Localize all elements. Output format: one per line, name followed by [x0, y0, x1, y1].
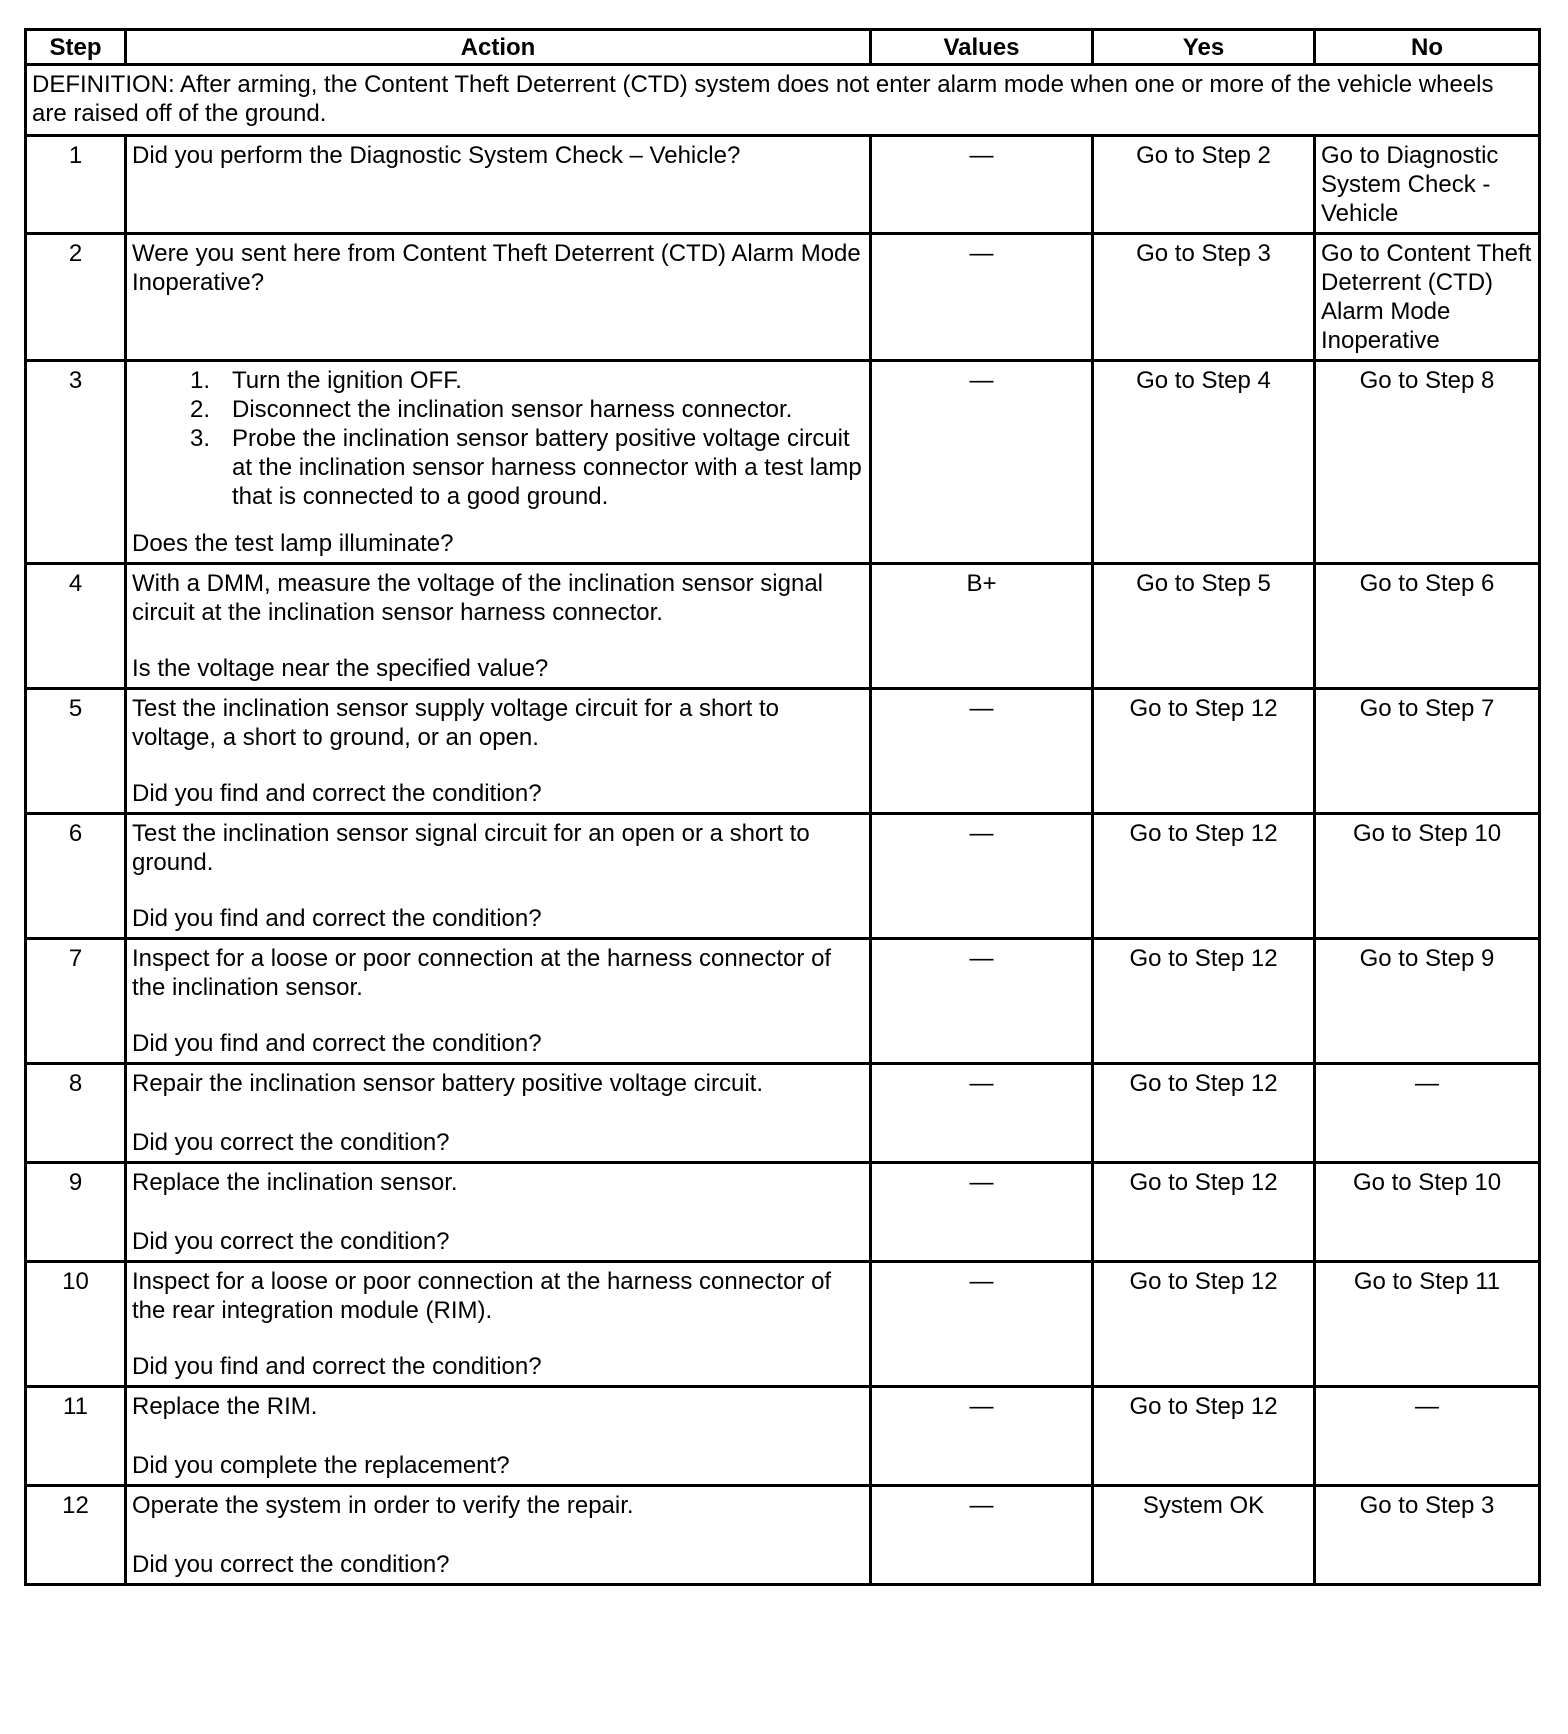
- value-cell: —: [871, 689, 1093, 814]
- action-text: Operate the system in order to verify the repair.: [132, 1492, 634, 1519]
- value-cell: —: [871, 1486, 1093, 1585]
- step-number: 8: [26, 1064, 126, 1163]
- yes-link[interactable]: Go to Step 12: [1093, 814, 1315, 939]
- action-text: Test the inclination sensor supply voltage circuit for a short to voltage, a short to ground, or an open.: [132, 695, 779, 751]
- no-link[interactable]: Go to Step 10: [1315, 814, 1540, 939]
- table-row: [26, 136, 1540, 234]
- yes-link[interactable]: Go to Step 12: [1093, 1387, 1315, 1486]
- step-number: 10: [26, 1262, 126, 1387]
- table-row: [26, 1387, 1540, 1486]
- action-cell: [126, 1486, 871, 1585]
- value-cell: —: [871, 1064, 1093, 1163]
- action-question: Did you correct the condition?: [132, 1228, 450, 1255]
- no-link[interactable]: Go to Step 6: [1315, 564, 1540, 689]
- no-link[interactable]: Go to Step 11: [1315, 1262, 1540, 1387]
- step-number: 6: [26, 814, 126, 939]
- action-question: Did you find and correct the condition?: [132, 1030, 542, 1057]
- no-link[interactable]: Go to Step 9: [1315, 939, 1540, 1064]
- step-number: 1: [26, 136, 126, 234]
- yes-link[interactable]: Go to Step 4: [1093, 361, 1315, 564]
- yes-link[interactable]: Go to Step 12: [1093, 1163, 1315, 1262]
- step-number: 2: [26, 234, 126, 361]
- value-cell: —: [871, 136, 1093, 234]
- action-question: Did you correct the condition?: [132, 1551, 450, 1578]
- action-text: With a DMM, measure the voltage of the inclination sensor signal circuit at the inclination sensor harness connector.: [132, 570, 823, 626]
- no-link[interactable]: Go to Step 10: [1315, 1163, 1540, 1262]
- action-text: Test the inclination sensor signal circuit for an open or a short to ground.: [132, 820, 810, 876]
- table-row: [26, 689, 1540, 814]
- no-value: —: [1315, 1387, 1540, 1486]
- step-number: 5: [26, 689, 126, 814]
- action-cell: [126, 1163, 871, 1262]
- action-question: Did you find and correct the condition?: [132, 905, 542, 932]
- no-link[interactable]: Go to Content Theft Deterrent (CTD) Alarm Mode Inoperative: [1315, 234, 1540, 361]
- header-action: Action: [126, 30, 871, 65]
- action-question: Did you complete the replacement?: [132, 1452, 510, 1479]
- table-row: [26, 1064, 1540, 1163]
- action-text: Replace the inclination sensor.: [132, 1169, 458, 1196]
- value-cell: —: [871, 939, 1093, 1064]
- no-value: —: [1315, 1064, 1540, 1163]
- action-question: Did you find and correct the condition?: [132, 780, 542, 807]
- step-number: 4: [26, 564, 126, 689]
- yes-link[interactable]: Go to Step 12: [1093, 689, 1315, 814]
- step-number: 11: [26, 1387, 126, 1486]
- header-no: No: [1315, 30, 1540, 65]
- value-cell: —: [871, 1262, 1093, 1387]
- header-row: [26, 30, 1540, 65]
- yes-link[interactable]: Go to Step 5: [1093, 564, 1315, 689]
- definition-text: DEFINITION: After arming, the Content Theft Deterrent (CTD) system does not enter alarm mode when one or more of the vehicle wheels are raised off of the ground.: [26, 65, 1540, 136]
- action-cell: [126, 564, 871, 689]
- header-step: Step: [26, 30, 126, 65]
- step-number: 3: [26, 361, 126, 564]
- no-link[interactable]: Go to Step 7: [1315, 689, 1540, 814]
- value-cell: —: [871, 814, 1093, 939]
- action-question: Is the voltage near the specified value?: [132, 655, 549, 682]
- action-text: Inspect for a loose or poor connection at the harness connector of the rear integration module (RIM).: [132, 1268, 832, 1324]
- substep-list: [132, 366, 864, 511]
- action-cell: [126, 814, 871, 939]
- action-cell: [126, 361, 871, 564]
- substep: 3. Probe the inclination sensor battery positive voltage circuit at the inclination sensor harness connector with a test lamp that is connected to a good ground.: [189, 425, 862, 510]
- diagnostic-table: [24, 28, 1541, 1586]
- yes-result: System OK: [1093, 1486, 1315, 1585]
- action-text: Were you sent here from Content Theft Deterrent (CTD) Alarm Mode Inoperative?: [126, 234, 871, 361]
- action-cell: [126, 939, 871, 1064]
- table-row: [26, 1163, 1540, 1262]
- action-cell: [126, 1064, 871, 1163]
- table-row: [26, 814, 1540, 939]
- action-question: Does the test lamp illuminate?: [132, 530, 454, 557]
- table-row: [26, 1486, 1540, 1585]
- step-number: 9: [26, 1163, 126, 1262]
- action-question: Did you correct the condition?: [132, 1129, 450, 1156]
- substep: 1. Turn the ignition OFF.: [189, 367, 462, 394]
- yes-link[interactable]: Go to Step 12: [1093, 939, 1315, 1064]
- yes-link[interactable]: Go to Step 12: [1093, 1064, 1315, 1163]
- yes-link[interactable]: Go to Step 12: [1093, 1262, 1315, 1387]
- action-text: Replace the RIM.: [132, 1393, 318, 1420]
- action-text: Inspect for a loose or poor connection at the harness connector of the inclination sensor.: [132, 945, 832, 1001]
- step-number: 12: [26, 1486, 126, 1585]
- table-row: [26, 564, 1540, 689]
- substep: 2. Disconnect the inclination sensor harness connector.: [189, 396, 793, 423]
- value-cell: —: [871, 1163, 1093, 1262]
- table-row: [26, 1262, 1540, 1387]
- no-link[interactable]: Go to Step 8: [1315, 361, 1540, 564]
- action-question: Did you find and correct the condition?: [132, 1353, 542, 1380]
- action-text: Did you perform the Diagnostic System Check – Vehicle?: [126, 136, 871, 234]
- definition-row: [26, 65, 1540, 136]
- step-number: 7: [26, 939, 126, 1064]
- action-text: Repair the inclination sensor battery positive voltage circuit.: [132, 1070, 763, 1097]
- yes-link[interactable]: Go to Step 2: [1093, 136, 1315, 234]
- value-cell: —: [871, 1387, 1093, 1486]
- value-cell: —: [871, 361, 1093, 564]
- no-link[interactable]: Go to Diagnostic System Check - Vehicle: [1315, 136, 1540, 234]
- action-cell: [126, 689, 871, 814]
- table-row: [26, 234, 1540, 361]
- value-cell: —: [871, 234, 1093, 361]
- value-cell: B+: [871, 564, 1093, 689]
- table-row: [26, 939, 1540, 1064]
- table-row: [26, 361, 1540, 564]
- header-values: Values: [871, 30, 1093, 65]
- action-cell: [126, 1262, 871, 1387]
- yes-link[interactable]: Go to Step 3: [1093, 234, 1315, 361]
- header-yes: Yes: [1093, 30, 1315, 65]
- action-cell: [126, 1387, 871, 1486]
- no-link[interactable]: Go to Step 3: [1315, 1486, 1540, 1585]
